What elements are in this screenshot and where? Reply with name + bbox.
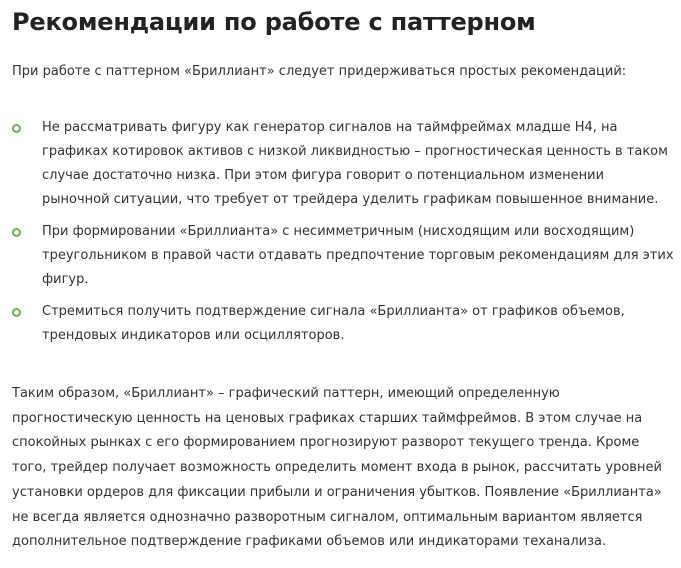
list-item: [12, 220, 674, 292]
list-item: [12, 300, 674, 348]
list-item-text: Не рассматривать фигуру как генератор сигналов на таймфреймах младше H4, на графиках котировок активов с низкой ликвидностью – прогностическая ценность в таком случае достаточно низка. При этом фигура говорит о потенциальном изменении рыночной ситуации, что требует от трейдера уделить графикам повышенное внимание.: [42, 120, 668, 207]
page-title: Рекомендации по работе с паттерном: [12, 8, 536, 36]
circle-bullet-icon: [12, 228, 21, 237]
circle-bullet-icon: [12, 124, 21, 133]
list-item-text: Стремиться получить подтверждение сигнала «Бриллианта» от графиков объемов, трендовых индикаторов или осцилляторов.: [42, 304, 625, 343]
list-item: [12, 116, 674, 212]
circle-bullet-icon: [12, 308, 21, 317]
intro-paragraph: При работе с паттерном «Бриллиант» следует придерживаться простых рекомендаций:: [12, 64, 627, 79]
list-item-text: При формировании «Бриллианта» с несимметричным (нисходящим или восходящим) треугольником в правой части отдавать предпочтение торговым рекомендациям для этих фигур.: [42, 224, 674, 287]
conclusion-paragraph: Таким образом, «Бриллиант» – графический паттерн, имеющий определенную прогностическую ценность на ценовых графиках старших таймфреймов. В этом случае на спокойных рынках с его формированием прогнозируют разворот текущего тренда. Кроме того, трейдер получает возможность определить момент входа в рынок, рассчитать уровней установки ордеров для фиксации прибыли и ограничения убытков. Появление «Бриллианта» не всегда является однозначно разворотным сигналом, оптимальным вариантом является дополнительное подтверждение графиками объемов или индикаторами теханализа.: [12, 386, 662, 550]
recommendations-list: [12, 116, 674, 356]
